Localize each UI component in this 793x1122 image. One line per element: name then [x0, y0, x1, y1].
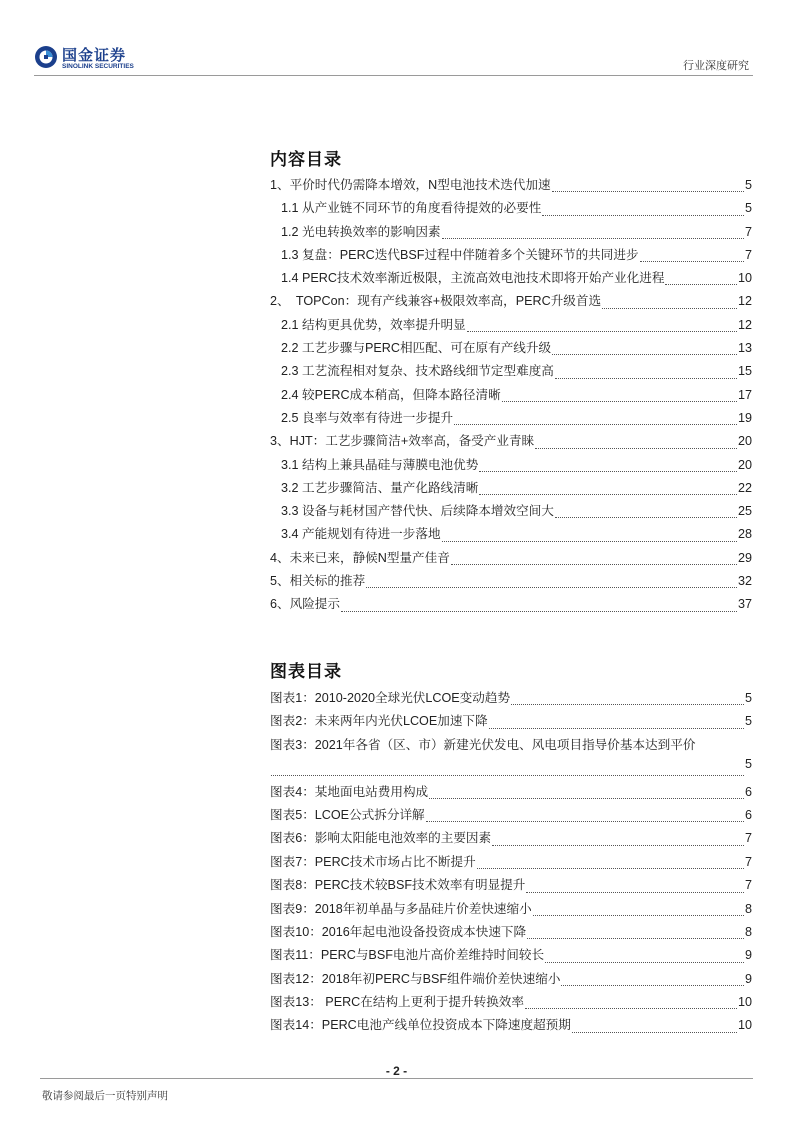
figure-entry[interactable]: [270, 874, 752, 897]
dot-leader: [602, 308, 737, 309]
figure-entry-text: 图表5：LCOE公式拆分详解: [270, 807, 425, 822]
figure-list: [270, 687, 752, 1038]
report-type-label: 行业深度研究: [683, 60, 749, 72]
toc-entry-text: 1.3 复盘：PERC迭代BSF过程中伴随着多个关键环节的共同进步: [281, 247, 639, 262]
dot-leader: [366, 587, 737, 588]
figure-entry[interactable]: [270, 804, 752, 827]
toc-entry[interactable]: [270, 384, 752, 407]
dot-leader: [451, 564, 737, 565]
figure-list-title: 图表目录: [270, 662, 342, 681]
dot-leader: [489, 728, 744, 729]
dot-leader: [426, 821, 744, 822]
toc-entry-text: 2.4 较PERC成本稍高，但降本路径清晰: [281, 387, 501, 402]
footer-divider: [40, 1078, 753, 1079]
figure-entry[interactable]: [270, 921, 752, 944]
toc-entry[interactable]: [270, 314, 752, 337]
figure-entry[interactable]: [270, 687, 752, 710]
dot-leader: [561, 985, 744, 986]
toc-list: [270, 174, 752, 617]
toc-entry-text: 3.4 产能规划有待进一步落地: [281, 527, 441, 542]
figure-entry-text: 图表14：PERC电池产线单位投资成本下降速度超预期: [270, 1018, 571, 1033]
figure-entry[interactable]: [270, 710, 752, 733]
figure-entry-page: 6: [744, 807, 752, 822]
toc-entry-text: 1.2 光电转换效率的影响因素: [281, 224, 441, 239]
toc-entry-page: 22: [737, 480, 752, 495]
figure-entry[interactable]: [270, 1014, 752, 1037]
toc-entry[interactable]: [270, 547, 752, 570]
toc-entry-text: 3.2 工艺步骤简洁、量产化路线清晰: [281, 480, 479, 495]
toc-entry[interactable]: [270, 430, 752, 453]
dot-leader: [492, 845, 744, 846]
toc-entry-page: 28: [737, 527, 752, 542]
toc-entry[interactable]: [270, 221, 752, 244]
figure-entry[interactable]: [270, 827, 752, 850]
figure-entry[interactable]: [270, 734, 752, 781]
figure-entry-page: 5: [744, 714, 752, 729]
page-number: - 2 -: [385, 1064, 408, 1078]
toc-entry-page: 19: [737, 410, 752, 425]
dot-leader: [511, 704, 744, 705]
figure-entry-text: 图表9：2018年初单晶与多晶硅片价差快速缩小: [270, 901, 532, 916]
toc-entry-page: 32: [737, 574, 752, 589]
dot-leader: [527, 938, 744, 939]
logo-mark-icon: [34, 45, 58, 69]
toc-entry-text: 2.5 良率与效率有待进一步提升: [281, 410, 454, 425]
logo-english-name: SINOLINK SECURITIES: [62, 63, 134, 70]
figure-entry[interactable]: [270, 968, 752, 991]
toc-entry[interactable]: [270, 500, 752, 523]
toc-entry[interactable]: [270, 360, 752, 383]
figure-entry[interactable]: [270, 991, 752, 1014]
toc-entry-page: 20: [737, 434, 752, 449]
toc-entry-page: 17: [737, 387, 752, 402]
figure-entry-page: 9: [744, 948, 752, 963]
dot-leader: [555, 378, 737, 379]
toc-entry-page: 29: [737, 550, 752, 565]
sinolink-logo: [34, 44, 154, 74]
dot-leader: [552, 191, 744, 192]
toc-entry[interactable]: [270, 267, 752, 290]
toc-entry-page: 7: [744, 224, 752, 239]
figure-entry-text: 图表12：2018年初PERC与BSF组件端价差快速缩小: [270, 971, 561, 986]
toc-entry-text: 2.3 工艺流程相对复杂、技术路线细节定型难度高: [281, 364, 554, 379]
dot-leader: [467, 331, 737, 332]
dot-leader: [271, 775, 744, 776]
toc-entry[interactable]: [270, 454, 752, 477]
figure-entry[interactable]: [270, 898, 752, 921]
toc-entry[interactable]: [270, 570, 752, 593]
toc-entry-page: 7: [744, 247, 752, 262]
dot-leader: [572, 1032, 737, 1033]
figure-entry[interactable]: [270, 781, 752, 804]
dot-leader: [502, 401, 737, 402]
figure-entry-page: 7: [744, 854, 752, 869]
figure-entry[interactable]: [270, 944, 752, 967]
dot-leader: [525, 1008, 737, 1009]
dot-leader: [533, 915, 744, 916]
toc-entry-text: 1.1 从产业链不同环节的角度看待提效的必要性: [281, 201, 542, 216]
figure-entry-text: 图表4：某地面电站费用构成: [270, 784, 429, 799]
toc-entry[interactable]: [270, 477, 752, 500]
dot-leader: [454, 424, 737, 425]
figure-entry-page: 6: [744, 784, 752, 799]
dot-leader: [542, 215, 744, 216]
toc-entry-page: 5: [744, 178, 752, 192]
toc-entry-page: 12: [737, 294, 752, 309]
toc-entry[interactable]: [270, 197, 752, 220]
figure-entry-page: 7: [744, 831, 752, 846]
toc-entry-text: 2、 TOPCon：现有产线兼容+极限效率高，PERC升级首选: [270, 294, 602, 309]
figure-entry-page: 7: [744, 878, 752, 893]
toc-entry-page: 5: [744, 201, 752, 216]
figure-entry-text: 图表10：2016年起电池设备投资成本快速下降: [270, 924, 527, 939]
toc-entry-text: 3、HJT：工艺步骤简洁+效率高，备受产业青睐: [270, 434, 535, 449]
figure-entry-page: 8: [744, 901, 752, 916]
toc-entry[interactable]: [270, 407, 752, 430]
toc-entry-text: 2.2 工艺步骤与PERC相匹配、可在原有产线升级: [281, 341, 552, 356]
toc-entry-page: 13: [737, 341, 752, 356]
dot-leader: [545, 962, 744, 963]
dot-leader: [479, 471, 737, 472]
header-divider: [34, 75, 753, 76]
figure-entry-text: 图表2：未来两年内光伏LCOE加速下降: [270, 714, 488, 729]
dot-leader: [526, 892, 744, 893]
toc-entry-text: 6、风险提示: [270, 597, 340, 612]
dot-leader: [442, 238, 744, 239]
figure-entry-text: 图表1：2010-2020全球光伏LCOE变动趋势: [270, 691, 511, 705]
figure-entry[interactable]: [270, 851, 752, 874]
figure-entry-page: 8: [744, 924, 752, 939]
toc-entry-text: 1.4 PERC技术效率渐近极限，主流高效电池技术即将开始产业化进程: [281, 271, 665, 286]
figure-entry-text: 图表11：PERC与BSF电池片高价差维持时间较长: [270, 948, 545, 963]
dot-leader: [552, 354, 737, 355]
toc-entry-page: 12: [737, 317, 752, 332]
dot-leader: [665, 284, 737, 285]
dot-leader: [341, 611, 737, 612]
toc-entry-page: 37: [737, 597, 752, 612]
toc-entry[interactable]: [270, 174, 752, 197]
dot-leader: [640, 261, 744, 262]
toc-title: 内容目录: [270, 150, 342, 169]
dot-leader: [477, 868, 744, 869]
toc-entry-text: 3.3 设备与耗材国产替代快、后续降本增效空间大: [281, 504, 554, 519]
figure-entry-page: 10: [737, 995, 752, 1010]
toc-entry-text: 4、未来已来，静候N型量产佳音: [270, 550, 450, 565]
figure-entry-text: 图表6：影响太阳能电池效率的主要因素: [270, 831, 492, 846]
figure-entry-text: 图表3：2021年各省（区、市）新建光伏发电、风电项目指导价基本达到平价: [270, 737, 696, 752]
figure-entry-page: 5: [744, 757, 752, 772]
figure-entry-page: 10: [737, 1018, 752, 1033]
toc-entry-page: 25: [737, 504, 752, 519]
toc-entry-page: 15: [737, 364, 752, 379]
toc-entry[interactable]: [270, 244, 752, 267]
toc-entry-page: 10: [737, 271, 752, 286]
toc-entry[interactable]: [270, 290, 752, 313]
dot-leader: [429, 798, 744, 799]
toc-entry[interactable]: [270, 337, 752, 360]
toc-entry[interactable]: [270, 593, 752, 616]
toc-entry-text: 5、相关标的推荐: [270, 574, 366, 589]
toc-entry-text: 1、平价时代仍需降本增效，N型电池技术迭代加速: [270, 178, 551, 192]
toc-entry-page: 20: [737, 457, 752, 472]
toc-entry-text: 2.1 结构更具优势，效率提升明显: [281, 317, 466, 332]
dot-leader: [479, 494, 737, 495]
figure-entry-text: 图表7：PERC技术市场占比不断提升: [270, 854, 476, 869]
dot-leader: [555, 517, 737, 518]
toc-entry-text: 3.1 结构上兼具晶硅与薄膜电池优势: [281, 457, 479, 472]
logo-chinese-name: 国金证券: [62, 47, 127, 64]
disclaimer-note: 敬请参阅最后一页特别声明: [42, 1090, 168, 1102]
dot-leader: [442, 541, 737, 542]
figure-entry-text: 图表13： PERC在结构上更利于提升转换效率: [270, 995, 524, 1010]
figure-entry-text: 图表8：PERC技术较BSF技术效率有明显提升: [270, 878, 526, 893]
dot-leader: [535, 448, 737, 449]
page-header: [0, 0, 793, 80]
figure-entry-page: 5: [744, 691, 752, 705]
toc-entry[interactable]: [270, 523, 752, 546]
figure-entry-page: 9: [744, 971, 752, 986]
